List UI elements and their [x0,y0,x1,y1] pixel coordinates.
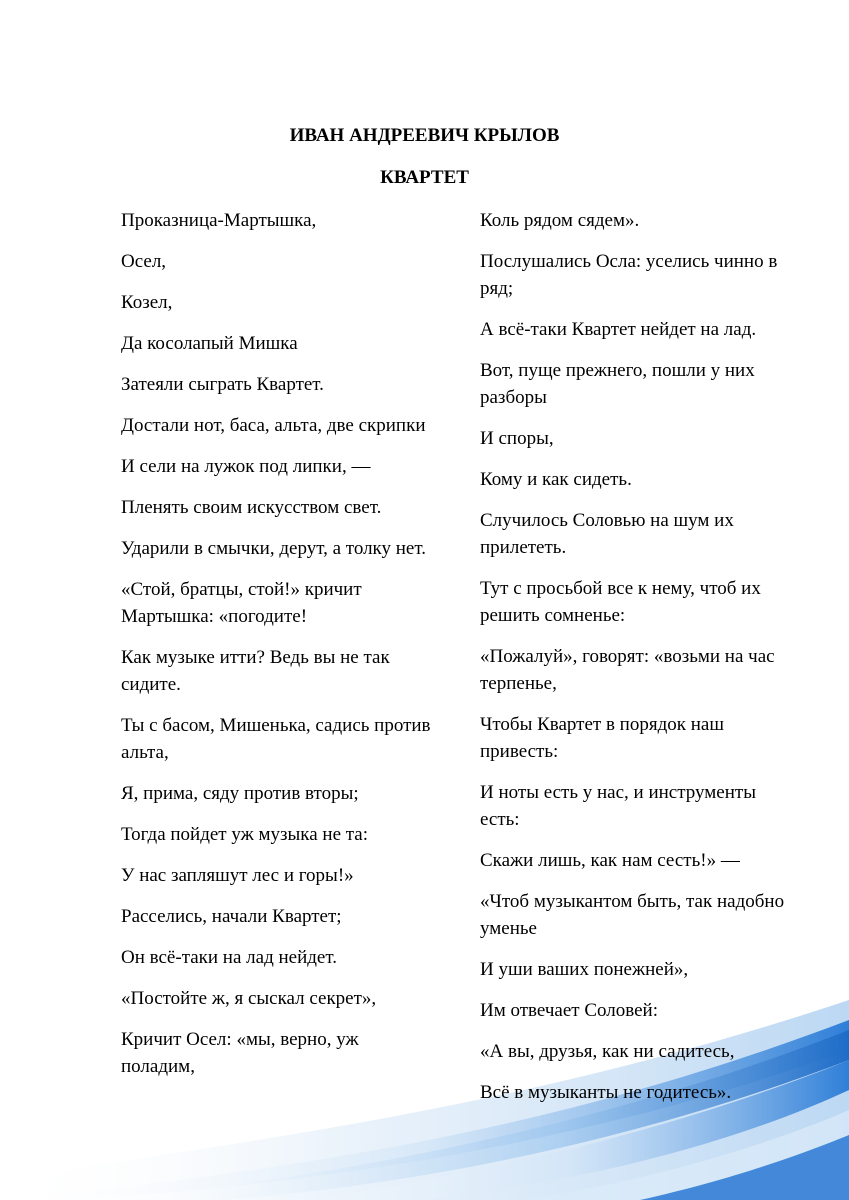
poem-line: «Пожалуй», говорят: «возьми на час терпенье, [480,646,775,694]
poem-line: А всё-таки Квартет нейдет на лад. [480,319,757,340]
poem-line: И сели на лужок под липки, — [121,456,371,477]
author-name: ИВАН АНДРЕЕВИЧ КРЫЛОВ [289,125,560,146]
poem-line: «Постойте ж, я сыскал секрет», [121,988,377,1009]
poem-line: Проказница-Мартышка, [121,210,317,231]
poem-line: Тогда пойдет уж музыка не та: [121,824,369,845]
poem-line: Как музыке итти? Ведь вы не так сидите. [121,647,390,695]
right-column [480,207,790,1120]
poem-line: И споры, [480,428,554,449]
poem-line: Он всё-таки на лад нейдет. [121,947,337,968]
poem-line: «Чтоб музыкантом быть, так надобно уменье [480,891,785,939]
poem-line: Случилось Соловью на шум их прилететь. [480,510,734,558]
poem-line: Затеяли сыграть Квартет. [121,374,324,395]
left-column [121,207,431,1094]
poem-line: Ты с басом, Мишенька, садись против альта, [121,715,431,763]
poem-line: И уши ваших понежней», [480,959,689,980]
poem-line: Им отвечает Соловей: [480,1000,658,1021]
poem-line: Всё в музыканты не годитесь». [480,1082,732,1103]
poem-line: Вот, пуще прежнего, пошли у них разборы [480,360,755,408]
poem-line: Чтобы Квартет в порядок наш привесть: [480,714,724,762]
poem-line: Послушались Осла: уселись чинно в ряд; [480,251,778,299]
poem-line: Ударили в смычки, дерут, а толку нет. [121,538,426,559]
poem-line: Расселись, начали Квартет; [121,906,342,927]
poem-line: «А вы, друзья, как ни садитесь, [480,1041,735,1062]
poem-line: Пленять своим искусством свет. [121,497,382,518]
poem-line: «Стой, братцы, стой!» кричит Мартышка: «погодите! [121,579,362,627]
poem-line: Кричит Осел: «мы, верно, уж поладим, [121,1029,359,1077]
poem-line: Осел, [121,251,167,272]
poem-line: Достали нот, баса, альта, две скрипки [121,415,426,436]
poem-line: Козел, [121,292,173,313]
poem-line: Коль рядом сядем». [480,210,640,231]
poem-line: Тут с просьбой все к нему, чтоб их решить сомненье: [480,578,761,626]
poem-line: Скажи лишь, как нам сесть!» — [480,850,740,871]
poem-line: Кому и как сидеть. [480,469,632,490]
poem-line: Я, прима, сяду против вторы; [121,783,359,804]
poem-title: КВАРТЕТ [380,167,469,188]
poem-line: И ноты есть у нас, и инструменты есть: [480,782,756,830]
poem-line: Да косолапый Мишка [121,333,298,354]
poem-line: У нас запляшут лес и горы!» [121,865,354,886]
